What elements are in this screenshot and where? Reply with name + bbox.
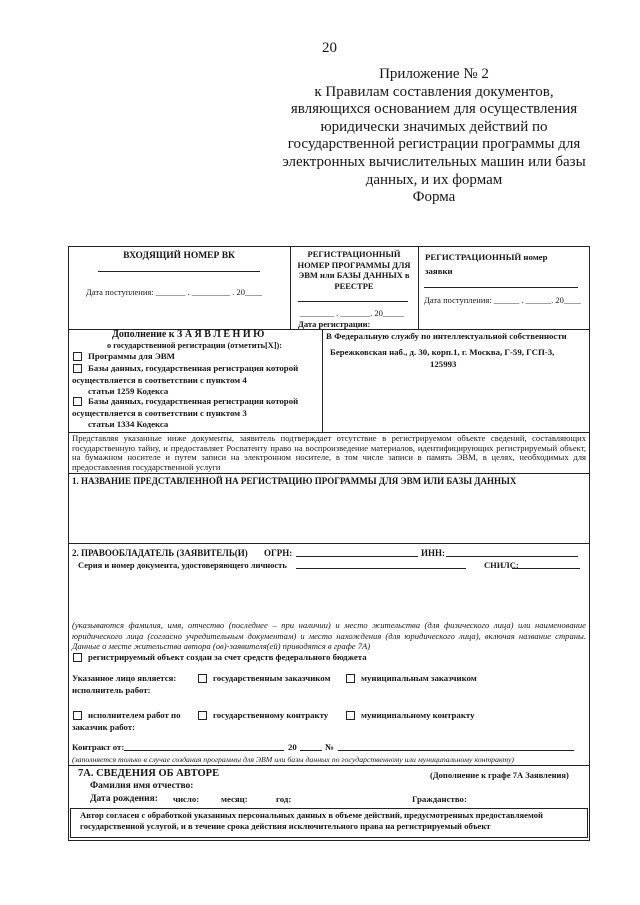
- supplement-title: Дополнение к З А Я В Л Е Н И Ю: [112, 329, 265, 340]
- registry-title-line: РЕЕСТРЕ: [334, 280, 374, 291]
- checkbox-executor[interactable]: [73, 711, 82, 720]
- contract-number-field[interactable]: [338, 750, 574, 751]
- ogrn-field[interactable]: [296, 556, 418, 557]
- header-line: данных, и их формам: [365, 171, 503, 188]
- ogrn-label: ОГРН:: [264, 548, 293, 558]
- contract-year-prefix: 20: [288, 742, 297, 752]
- consent-note: Представляя указанные ниже документы, заявитель подтверждает отсутствие в регистрируемом объекте сведений, составляющих государственную тайну, и предоставляет Роспатенту право на воспроизведение материалов, идентифицирующих регистрируемый объект, на бумажном носителе и путем записи на электронном носителе, в том числе записи в память ЭВМ, в целях, необходимых для предоставления государственной услуги: [72, 433, 586, 472]
- contract-year-field[interactable]: [300, 750, 322, 751]
- federal-budget-label: регистрируемый объект создан за счет средств федерального бюджета: [88, 652, 367, 662]
- section-1-title: 1. НАЗВАНИЕ ПРЕДСТАВЛЕННОЙ НА РЕГИСТРАЦИЮ ПРОГРАММЫ ДЛЯ ЭВМ ИЛИ БАЗЫ ДАННЫХ: [72, 476, 517, 486]
- checkbox-federal-budget[interactable]: [73, 653, 82, 662]
- application-date-field[interactable]: Дата поступления: ______ . ______. 20____: [424, 295, 581, 305]
- birth-year-label: год:: [276, 794, 292, 804]
- section-7a-supplement-note: (Дополнение к графе 7А Заявления): [430, 770, 569, 780]
- author-consent: Автор согласен с обработкой указанных персональных данных в объеме действий, предусмотренных предоставляемой государственной услугой, и в течение срока действия исключительного права на регистрируемый объект: [80, 810, 543, 831]
- option-database-label: Базы данных, государственная регистрация которой: [88, 363, 299, 373]
- registry-number-field[interactable]: [298, 301, 408, 302]
- executor-option-label: исполнителем работ по: [88, 710, 181, 720]
- header-line: Приложение № 2: [379, 66, 489, 82]
- header-line: являющихся основанием для осуществления: [290, 101, 578, 118]
- registration-date-label: Дата регистрации:: [298, 319, 371, 329]
- municipal-contract-label: муниципальному контракту: [361, 710, 475, 720]
- option-database-text: осуществляется в соответствии с пунктом 4: [72, 375, 247, 385]
- page-number: 20: [322, 40, 337, 56]
- checkbox-municipal-contract[interactable]: [346, 711, 355, 720]
- incoming-number-field[interactable]: [98, 271, 260, 272]
- checkbox-state-customer[interactable]: [198, 674, 207, 683]
- inn-label: ИНН:: [421, 548, 445, 558]
- option-database-text: статьи 1259 Кодекса: [88, 386, 169, 396]
- birth-date-label: Дата рождения:: [90, 794, 158, 804]
- appendix-header: [274, 66, 594, 207]
- registry-title-line: РЕГИСТРАЦИОННЫЙ: [307, 249, 401, 259]
- state-customer-label: государственным заказчиком: [213, 673, 331, 683]
- contract-note: (заполняется только в случае создания программы для ЭВМ или базы данных по государственному или муниципальному контракту): [72, 755, 515, 764]
- section-2-title: 2. ПРАВООБЛАДАТЕЛЬ (ЗАЯВИТЕЛЬ(И): [72, 548, 248, 558]
- checkbox-state-contract[interactable]: [198, 711, 207, 720]
- option-database-text: осуществляется в соответствии с пунктом 3: [72, 408, 247, 418]
- checkbox-database-1334[interactable]: [73, 397, 82, 406]
- inn-field[interactable]: [446, 556, 578, 557]
- incoming-number-title: ВХОДЯЩИЙ НОМЕР ВК: [123, 251, 235, 261]
- registry-date-field[interactable]: ________ . _______. 20_____: [300, 308, 405, 318]
- rightholder-note: (указываются фамилия, имя, отчество (последнее – при наличии) и место жительства (для физического лица) или наименование юридического лица (согласно учредительным документам) и место нахождения (для юридического лица), включая название страны. Данные о месте жительства автора (ов)-заявителя(ей) приводятся в графе 7А): [72, 620, 586, 651]
- supplement-subtitle: о государственной регистрации (отметить[X]):: [107, 341, 283, 350]
- role-label: Указанное лицо является:: [72, 673, 177, 683]
- checkbox-municipal-customer[interactable]: [346, 674, 355, 683]
- header-line: государственной регистрации программы для: [287, 136, 581, 153]
- snils-label: СНИЛС:: [484, 560, 519, 570]
- executor-label: исполнитель работ:: [72, 685, 151, 695]
- addressee-name: В Федеральную службу по интеллектуальной собственности: [326, 331, 567, 341]
- contract-date-field[interactable]: [124, 750, 284, 751]
- addressee-postcode: 125993: [430, 359, 457, 369]
- application-number-title: РЕГИСТРАЦИОННЫЙ номер: [425, 252, 548, 262]
- registry-title-line: ЭВМ или БАЗЫ ДАННЫХ в: [298, 270, 410, 281]
- registry-number-title: [290, 249, 418, 291]
- header-line: юридически значимых действий по: [320, 118, 548, 135]
- snils-field[interactable]: [512, 568, 580, 569]
- checkbox-database-1259[interactable]: [73, 364, 82, 373]
- author-name-label: Фамилия имя отчество:: [90, 781, 194, 791]
- form-label: Форма: [412, 189, 456, 206]
- state-contract-label: государственному контракту: [213, 710, 329, 720]
- addressee-address: Бережковская наб., д. 30, корп.1, г. Москва, Г-59, ГСП-3,: [330, 347, 555, 357]
- checkbox-software[interactable]: [73, 352, 82, 361]
- application-number-subtitle: заявки: [425, 266, 453, 276]
- registry-title-line: НОМЕР ПРОГРАММЫ ДЛЯ: [297, 259, 411, 270]
- divider: [322, 329, 323, 433]
- divider: [418, 246, 419, 330]
- header-line: к Правилам составления документов,: [314, 83, 554, 100]
- application-number-field[interactable]: [424, 287, 578, 288]
- contract-number-label: №: [325, 742, 334, 752]
- municipal-customer-label: муниципальным заказчиком: [361, 673, 477, 683]
- birth-month-label: месяц:: [221, 794, 248, 804]
- birth-day-label: число:: [173, 794, 200, 804]
- id-document-label: Серия и номер документа, удостоверяющего личность: [78, 560, 287, 570]
- incoming-date-field[interactable]: Дата поступления: _______ . _________ . 20____: [86, 287, 263, 297]
- section-7a-title: 7А. СВЕДЕНИЯ ОБ АВТОРЕ: [78, 768, 220, 779]
- option-database-label: Базы данных, государственная регистрация которой: [88, 396, 299, 406]
- contract-label: Контракт от:: [72, 742, 125, 752]
- header-line: электронных вычислительных машин или базы: [282, 153, 586, 170]
- option-database-text: статьи 1334 Кодекса: [88, 419, 169, 429]
- option-software-label: Программы для ЭВМ: [88, 351, 175, 361]
- citizenship-label: Гражданство:: [412, 794, 467, 804]
- id-document-field[interactable]: [296, 568, 466, 569]
- customer-label: заказчик работ:: [72, 722, 136, 732]
